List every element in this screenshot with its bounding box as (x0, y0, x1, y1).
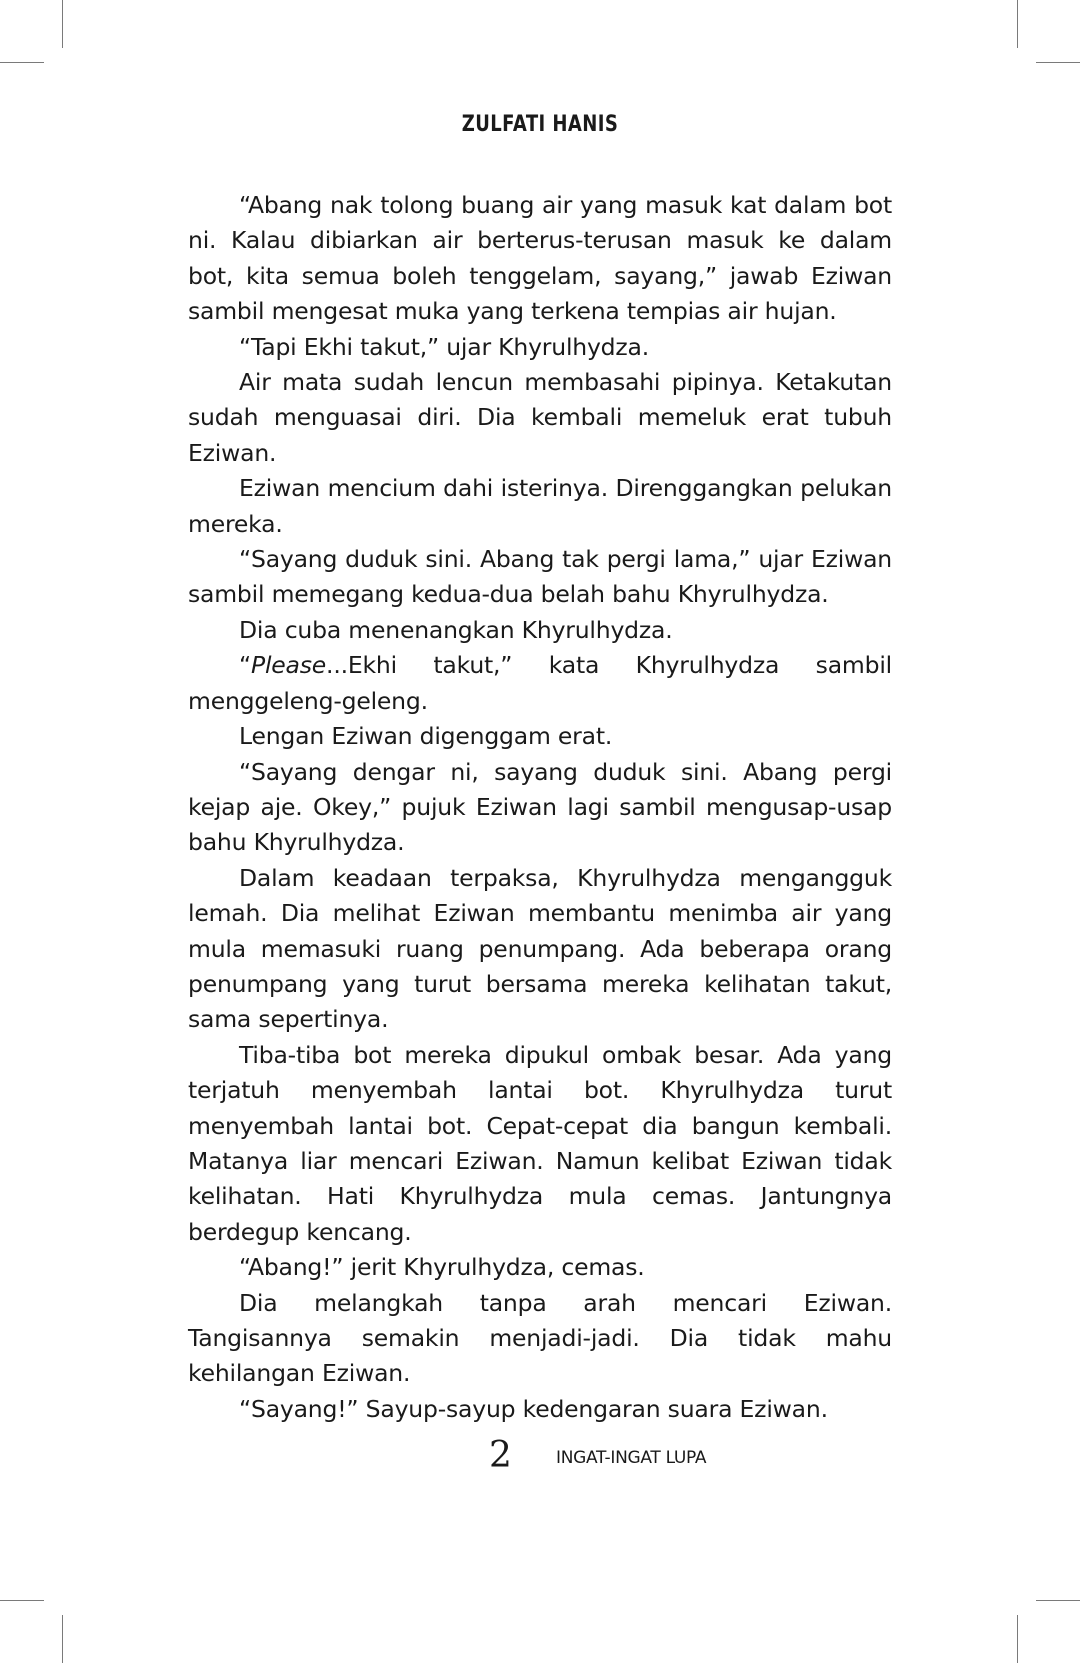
paragraph-please (188, 648, 892, 719)
running-head-author: ZULFATI HANIS (461, 112, 619, 137)
paragraph: “Abang nak tolong buang air yang masuk kat dalam bot ni. Kalau dibiarkan air berterus-terusan masuk ke dalam bot, kita semua boleh tenggelam, sayang,” jawab Eziwan sambil mengesat muka yang terkena tempias air hujan. (188, 191, 892, 326)
paragraph: Eziwan mencium dahi isterinya. Direnggangkan pelukan mereka. (188, 474, 892, 538)
crop-mark-bottom-right-horizontal (1036, 1600, 1080, 1601)
paragraph: Dia melangkah tanpa arah mencari Eziwan. Tangisannya semakin menjadi-jadi. Dia tidak mahu kehilangan Eziwan. (188, 1288, 892, 1388)
paragraph-rest: ...Ekhi takut,” kata Khyrulhydza sambil menggeleng-geleng. (188, 651, 892, 715)
crop-mark-top-left-horizontal (0, 62, 44, 63)
page-body (188, 188, 892, 1427)
paragraph: “Sayang dengar ni, sayang duduk sini. Abang pergi kejap aje. Okey,” pujuk Eziwan lagi sambil mengusap-usap bahu Khyrulhydza. (188, 757, 892, 857)
crop-mark-top-left-vertical (62, 0, 63, 48)
open-quote: “ (239, 651, 251, 680)
paragraph: Tiba-tiba bot mereka dipukul ombak besar. Ada yang terjatuh menyembah lantai bot. Khyrulhydza turut menyembah lantai bot. Cepat-cepat dia bangun kembali. Matanya liar mencari Eziwan. Namun kelibat Eziwan tidak kelihatan. Hati Khyrulhydza mula cemas. Jantungnya berdegup kencang. (188, 1040, 892, 1246)
paragraph: Dalam keadaan terpaksa, Khyrulhydza mengangguk lemah. Dia melihat Eziwan membantu menimba air yang mula memasuki ruang penumpang. Ada beberapa orang penumpang yang turut bersama mereka kelihatan takut, sama sepertinya. (188, 863, 892, 1034)
paragraph: “Sayang duduk sini. Abang tak pergi lama,” ujar Eziwan sambil memegang kedua-dua belah bahu Khyrulhydza. (188, 545, 892, 609)
paragraph: “Tapi Ekhi takut,” ujar Khyrulhydza. (239, 332, 650, 361)
page-number: 2 (489, 1435, 512, 1476)
book-title: INGAT-INGAT LUPA (556, 1448, 707, 1468)
page-footer (0, 1436, 1080, 1476)
paragraph: Lengan Eziwan digenggam erat. (239, 722, 613, 751)
paragraph: “Sayang!” Sayup-sayup kedengaran suara Eziwan. (239, 1394, 828, 1423)
crop-mark-bottom-left-horizontal (0, 1600, 44, 1601)
crop-mark-top-right-vertical (1017, 0, 1018, 48)
paragraph: “Abang!” jerit Khyrulhydza, cemas. (239, 1253, 645, 1282)
crop-mark-bottom-right-vertical (1017, 1615, 1018, 1663)
italic-word: Please (250, 651, 327, 680)
crop-mark-top-right-horizontal (1036, 62, 1080, 63)
paragraph: Air mata sudah lencun membasahi pipinya. Ketakutan sudah menguasai diri. Dia kembali memeluk erat tubuh Eziwan. (188, 368, 892, 467)
crop-mark-bottom-left-vertical (62, 1615, 63, 1663)
paragraph: Dia cuba menenangkan Khyrulhydza. (239, 615, 673, 644)
